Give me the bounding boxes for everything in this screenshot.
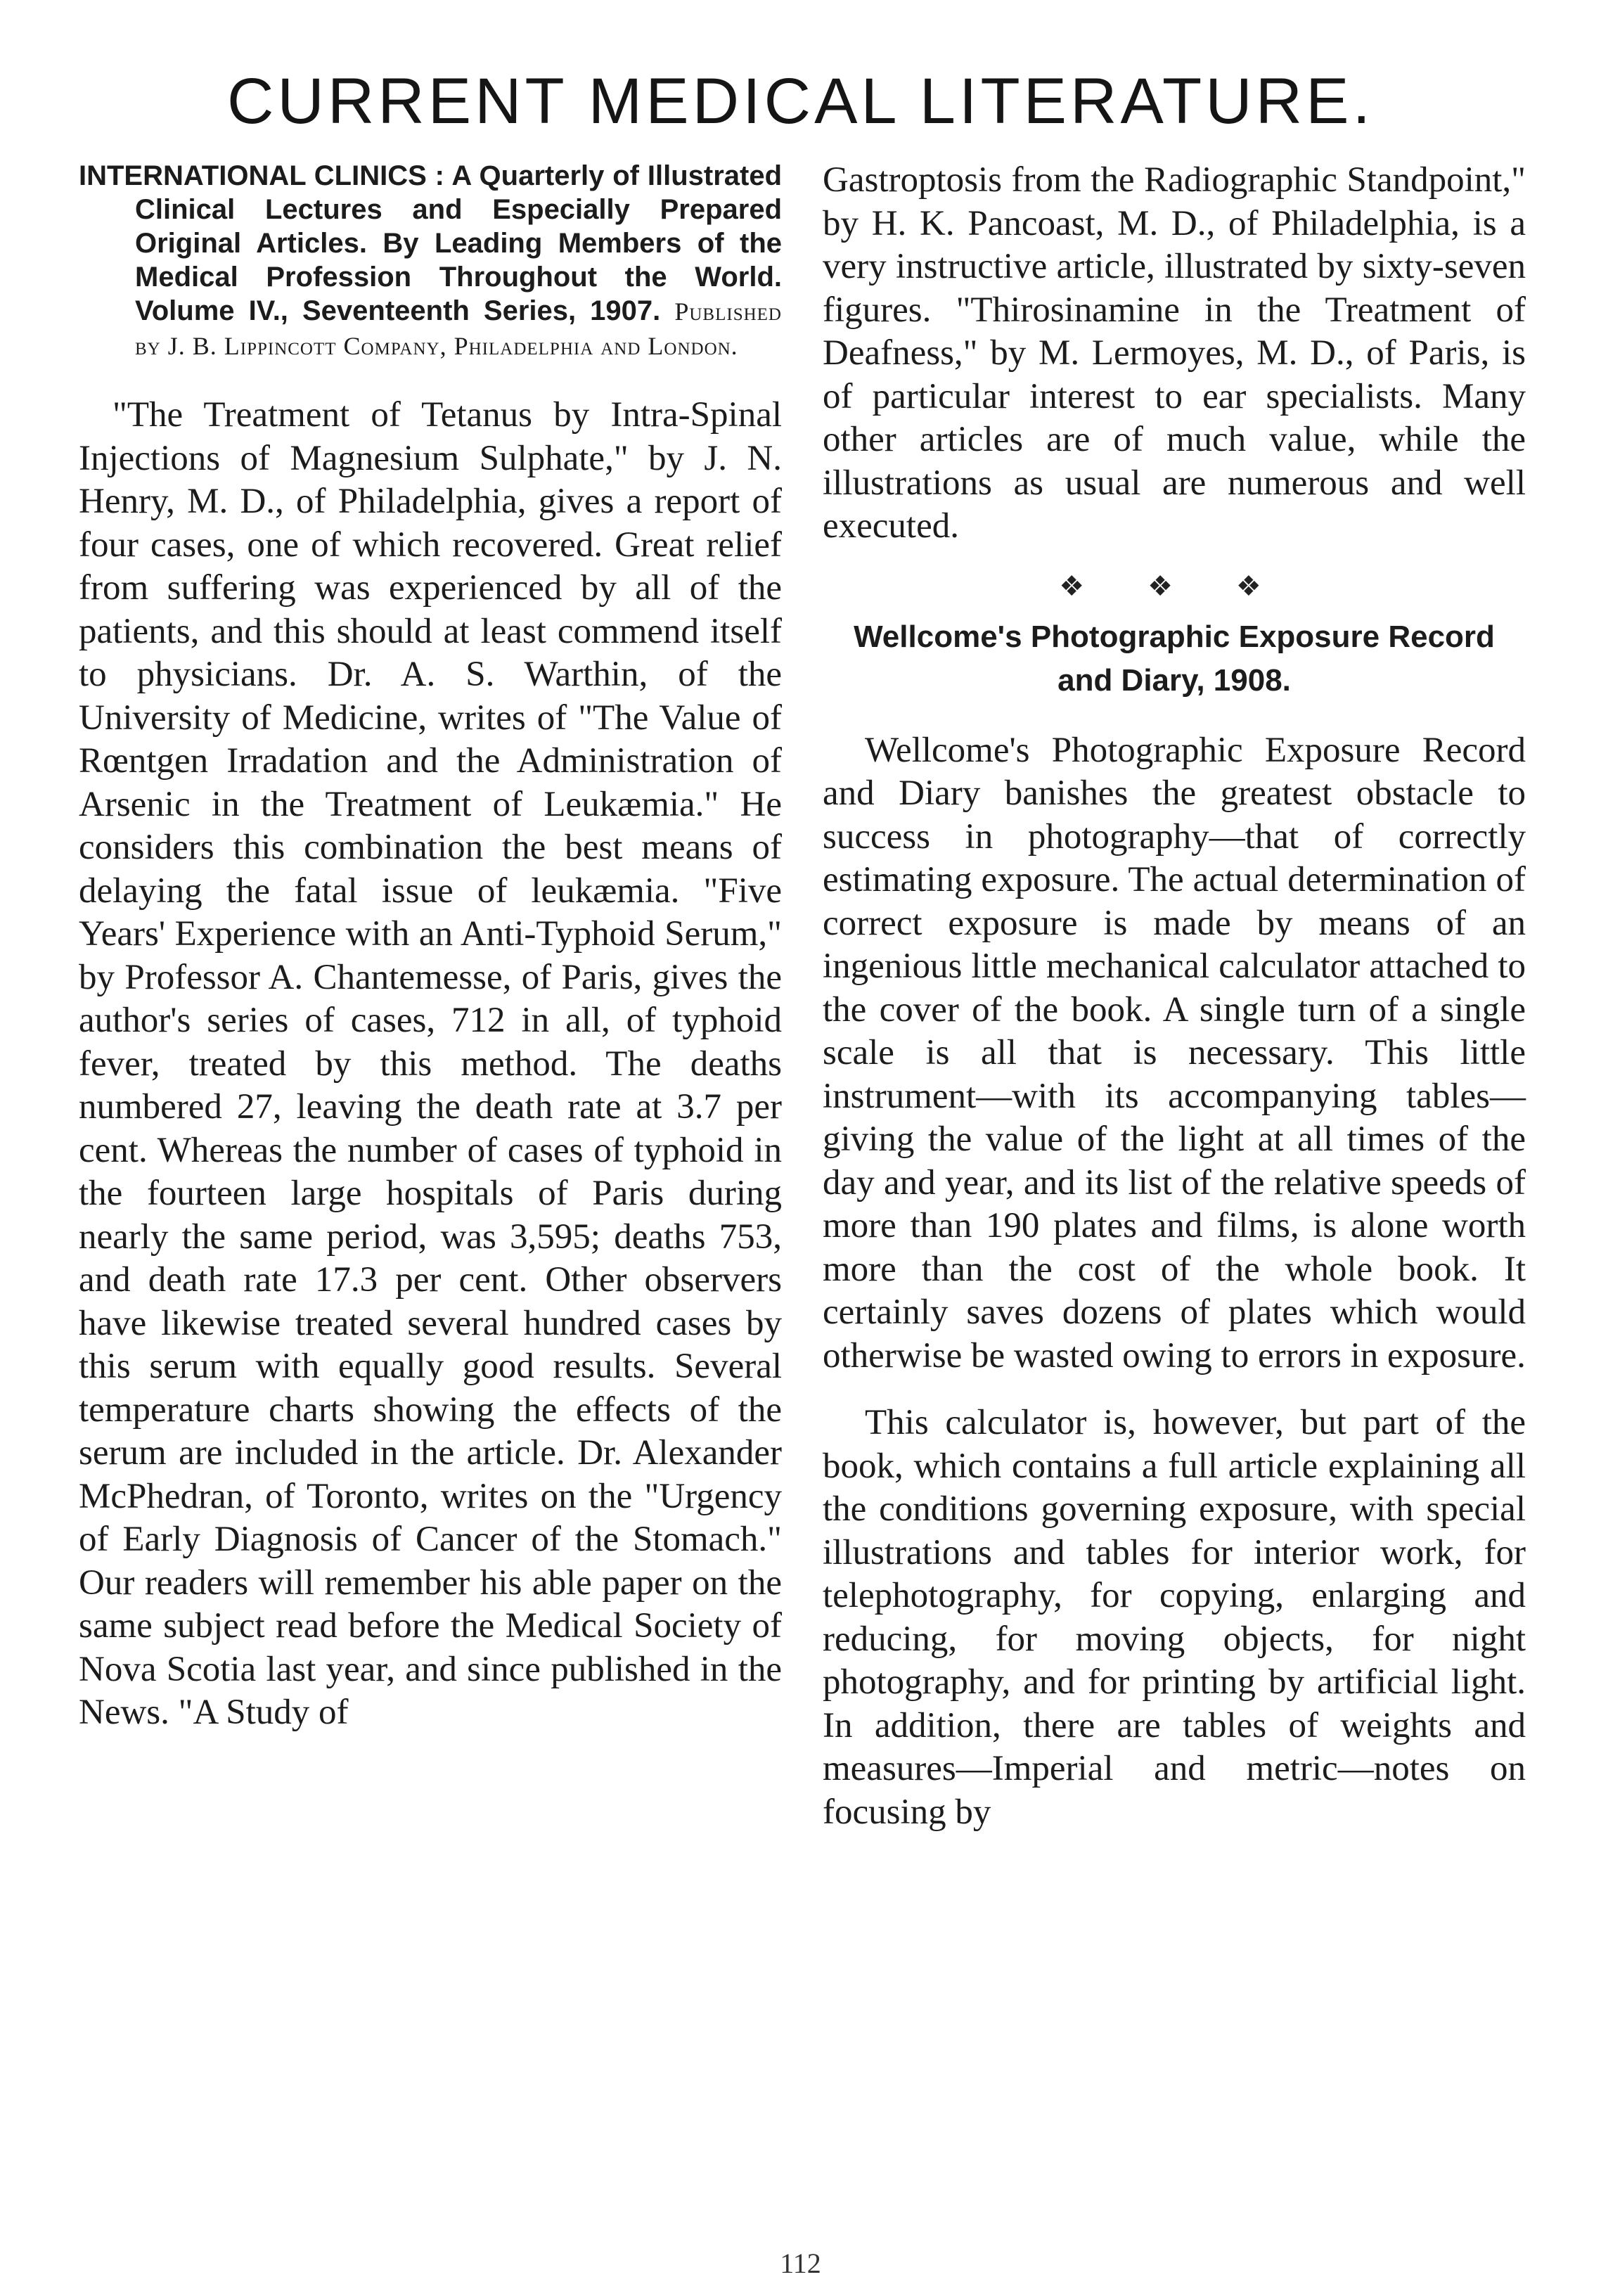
article-paragraph-1: Wellcome's Photographic Exposure Record and Diary banishes the greatest obstacle to success in photography—that of correctly estimating exposure. The actual determination of correct exposure is made by means of an ingenious little mechanical calculator attached to the cover of the book. A single turn of a single scale is all that is necessary. This little instrument—with its accompanying tables—giving the value of the light at all times of the day and year, and its list of the relative speeds of more than 190 plates and films, is alone worth more than the cost of the whole book. It certainly saves dozens of plates which would otherwise be wasted owing to errors in exposure.	[823, 730, 1526, 1375]
left-column	[79, 159, 782, 1735]
review-heading-text: INTERNATIONAL CLINICS : A Quarterly of Illustrated Clinical Lectures and Especially Prepared Original Articles. By Leading Members of the Medical Profession Throughout the World. Volume IV., Seventeenth Series, 1907.	[79, 160, 782, 326]
review-heading	[79, 159, 782, 363]
page-title: CURRENT MEDICAL LITERATURE.	[226, 65, 1375, 137]
page-number: 112	[780, 2247, 821, 2279]
article-paragraph-2: This calculator is, however, but part of the book, which contains a full article explaining all the conditions governing exposure, with special illustrations and tables for interior work, for telephotography, for copying, enlarging and reducing, for moving objects, for night photography, and for printing by artificial light. In addition, there are tables of weights and measures—Imperial and metric—notes on focusing by	[823, 1403, 1526, 1832]
right-column	[823, 159, 1526, 1834]
section-ornament: ❖ ❖ ❖	[1059, 570, 1290, 602]
article-title: Wellcome's Photographic Exposure Record and Diary, 1908.	[854, 619, 1495, 698]
review-body-left: "The Treatment of Tetanus by Intra-Spinal Injections of Magnesium Sulphate," by J. N. Henry, M. D., of Philadelphia, gives a report of four cases, one of which recovered. Great relief from suffering was experienced by all of the patients, and this should at least commend itself to physicians. Dr. A. S. Warthin, of the University of Medicine, writes of "The Value of Rœntgen Irradation and the Administration of Arsenic in the Treatment of Leukæmia." He considers this combination the best means of delaying the fatal issue of leukæmia. "Five Years' Experience with an Anti-Typhoid Serum," by Professor A. Chantemesse, of Paris, gives the author's series of cases, 712 in all, of typhoid fever, treated by this method. The deaths numbered 27, leaving the death rate at 3.7 per cent. Whereas the number of cases of typhoid in the fourteen large hospitals of Paris during nearly the same period, was 3,595; deaths 753, and death rate 17.3 per cent. Other observers have likewise treated several hundred cases by this serum with equally good results. Several temperature charts showing the effects of the serum are included in the article. Dr. Alexander McPhedran, of Toronto, writes on the "Urgency of Early Diagnosis of Cancer of the Stomach." Our readers will remember his able paper on the same subject read before the Medical Society of Nova Scotia last year, and since published in the News. "A Study of	[79, 395, 782, 1732]
review-publisher: Published by J. B. Lippincott Company, Philadelphia and London.	[135, 297, 782, 360]
review-body-right: Gastroptosis from the Radiographic Standpoint," by H. K. Pancoast, M. D., of Philadelphia, is a very instructive article, illustrated by sixty-seven figures. "Thirosinamine in the Treatment of Deafness," by M. Lermoyes, M. D., of Paris, is of particular interest to ear specialists. Many other articles are of much value, while the illustrations as usual are numerous and well executed.	[823, 160, 1526, 546]
